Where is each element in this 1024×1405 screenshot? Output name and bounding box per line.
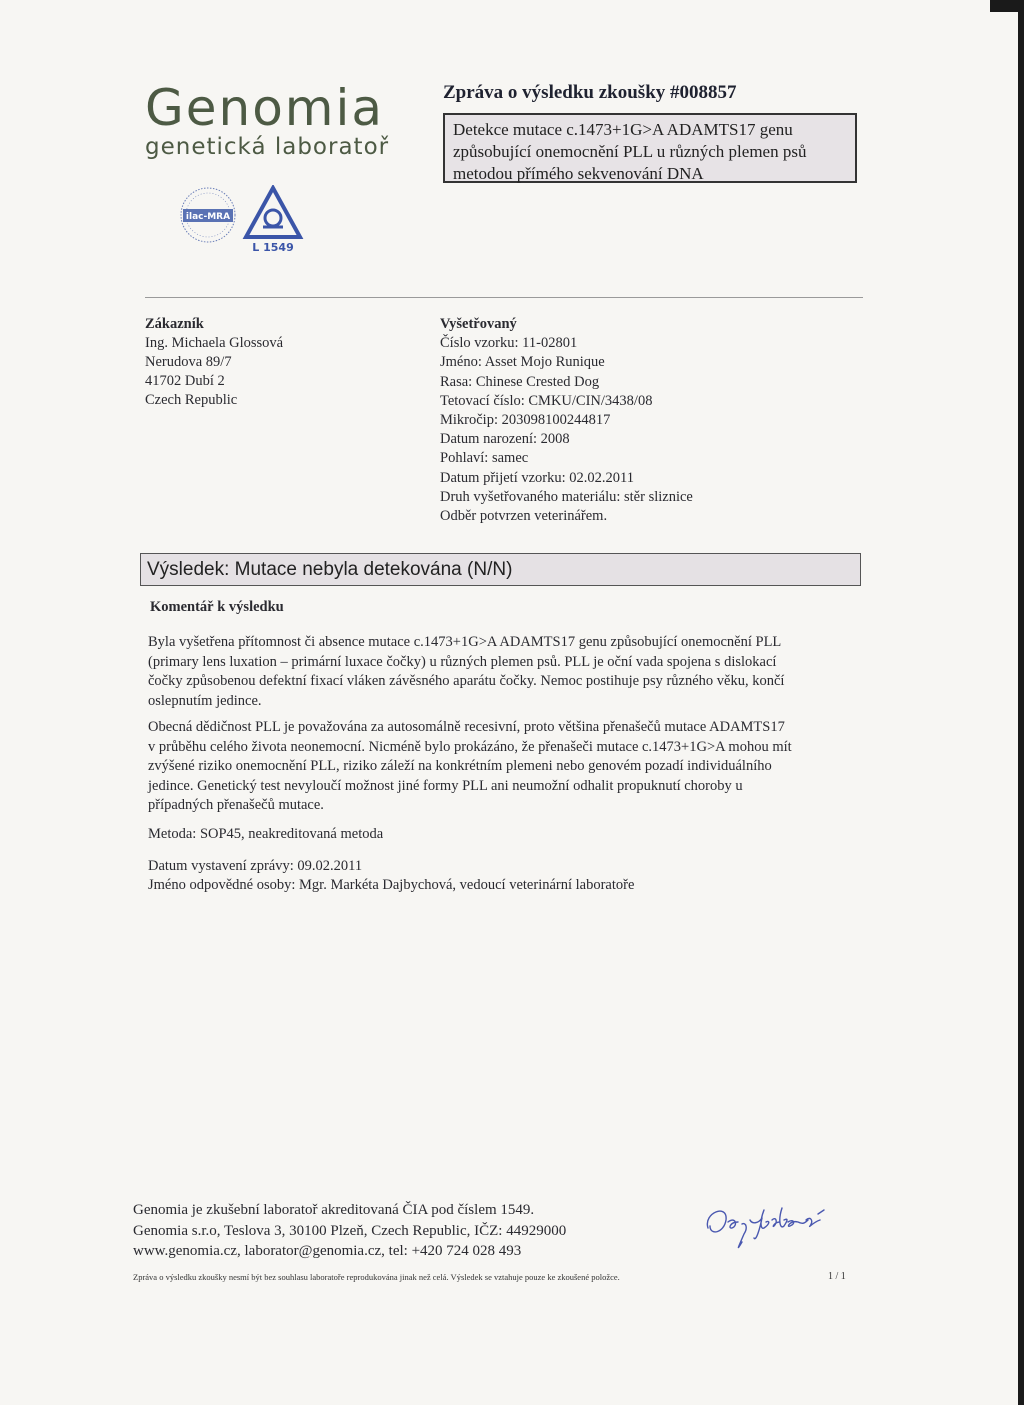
- footer-block: [133, 1200, 566, 1262]
- paragraph-line: Obecná dědičnost PLL je považována za autosomálně recesivní, proto většina přenašečů mutace ADAMTS17: [148, 719, 785, 735]
- paragraph-line: oslepnutím jedince.: [148, 692, 262, 709]
- comment-paragraph-1: [148, 633, 848, 711]
- method-line: Metoda: SOP45, neakreditovaná metoda: [148, 826, 384, 842]
- paragraph-line: jedince. Genetický test nevyloučí možnost jiné formy PLL ani neumožní odhalit propuknutí choroby u: [148, 777, 743, 794]
- brand-logo: [145, 80, 389, 160]
- cia-triangle-icon: [246, 188, 300, 254]
- paragraph-line: Byla vyšetřena přítomnost či absence mutace c.1473+1G>A ADAMTS17 genu způsobující onemocnění PLL: [148, 634, 782, 650]
- subject-line: Rasa: Chinese Crested Dog: [440, 373, 600, 390]
- result-box: Výsledek: Mutace nebyla detekována (N/N): [140, 553, 861, 586]
- customer-block: [145, 315, 283, 410]
- customer-heading: Zákazník: [145, 316, 204, 332]
- ilac-badge-text: ilac-MRA: [185, 212, 231, 222]
- paragraph-line: čočky způsobenou defektní fixací vláken závěsného aparátu čočky. Nemoc postihuje psy různého věku, končí: [148, 673, 785, 689]
- signature: [698, 1188, 858, 1258]
- subject-line: Pohlaví: samec: [440, 450, 529, 467]
- subject-line: Číslo vzorku: 11-02801: [440, 335, 578, 352]
- subject-block: [440, 315, 693, 526]
- subject-line: Druh vyšetřovaného materiálu: stěr sliznice: [440, 488, 693, 505]
- test-line: metodou přímého sekvenování DNA: [453, 164, 704, 183]
- responsible-person: Jméno odpovědné osoby: Mgr. Markéta Dajbychová, vedoucí veterinární laboratoře: [148, 877, 635, 893]
- paragraph-line: případných přenašečů mutace.: [148, 797, 324, 813]
- issue-info: [148, 857, 634, 895]
- scan-edge: [1018, 0, 1024, 1405]
- brand-name: Genomia: [145, 79, 385, 137]
- brand-subtitle: genetická laboratoř: [145, 134, 390, 160]
- subject-line: Datum přijetí vzorku: 02.02.2011: [440, 469, 634, 486]
- subject-line: Jméno: Asset Mojo Runique: [440, 354, 605, 371]
- subject-heading: Vyšetřovaný: [440, 316, 517, 332]
- subject-line: Odběr potvrzen veterinářem.: [440, 508, 608, 525]
- accreditation-code: L 1549: [252, 241, 294, 254]
- paragraph-line: v průběhu celého života neonemocní. Nicméně bylo prokázáno, že přenašeči mutace c.1473+1G>A mohou mít: [148, 738, 792, 755]
- disclaimer: Zpráva o výsledku zkoušky nesmí být bez souhlasu laboratoře reprodukována jinak než celá. Výsledek se vztahuje pouze ke zkoušené položce.: [133, 1272, 620, 1282]
- comment-heading: Komentář k výsledku: [150, 599, 284, 615]
- test-line: způsobující onemocnění PLL u různých plemen psů: [453, 142, 807, 161]
- test-line: Detekce mutace c.1473+1G>A ADAMTS17 genu: [453, 120, 793, 139]
- report-title: Zpráva o výsledku zkoušky #008857: [443, 82, 737, 103]
- issued-date: Datum vystavení zprávy: 09.02.2011: [148, 858, 363, 874]
- page-number: 1 / 1: [828, 1271, 846, 1282]
- accreditation-logos: [178, 185, 318, 255]
- customer-line: Nerudova 89/7: [145, 354, 232, 370]
- footer-line: Genomia je zkušební laboratoř akreditovaná ČIA pod číslem 1549.: [133, 1202, 535, 1218]
- test-description-box: [443, 113, 857, 183]
- paragraph-line: (primary lens luxation – primární luxace čočky) u různých plemen psů. PLL je oční vada spojena s dislokací: [148, 653, 777, 670]
- customer-line: Czech Republic: [145, 392, 238, 408]
- scan-edge-top: [990, 0, 1024, 12]
- customer-line: 41702 Dubí 2: [145, 373, 225, 389]
- customer-line: Ing. Michaela Glossová: [145, 335, 284, 351]
- subject-line: Tetovací číslo: CMKU/CIN/3438/08: [440, 392, 653, 409]
- comment-paragraph-2: [148, 718, 848, 816]
- header-divider: [145, 297, 863, 298]
- subject-line: Mikročip: 203098100244817: [440, 412, 611, 429]
- ilac-mra-seal-icon: [181, 188, 235, 242]
- footer-line: Genomia s.r.o, Teslova 3, 30100 Plzeň, Czech Republic, IČZ: 44929000: [133, 1222, 567, 1239]
- paragraph-line: zvýšené riziko onemocnění PLL, riziko záleží na konkrétním plemeni nebo genovém pozadí individuálního: [148, 758, 772, 774]
- footer-line: www.genomia.cz, laborator@genomia.cz, tel: +420 724 028 493: [133, 1243, 522, 1259]
- subject-line: Datum narození: 2008: [440, 431, 570, 448]
